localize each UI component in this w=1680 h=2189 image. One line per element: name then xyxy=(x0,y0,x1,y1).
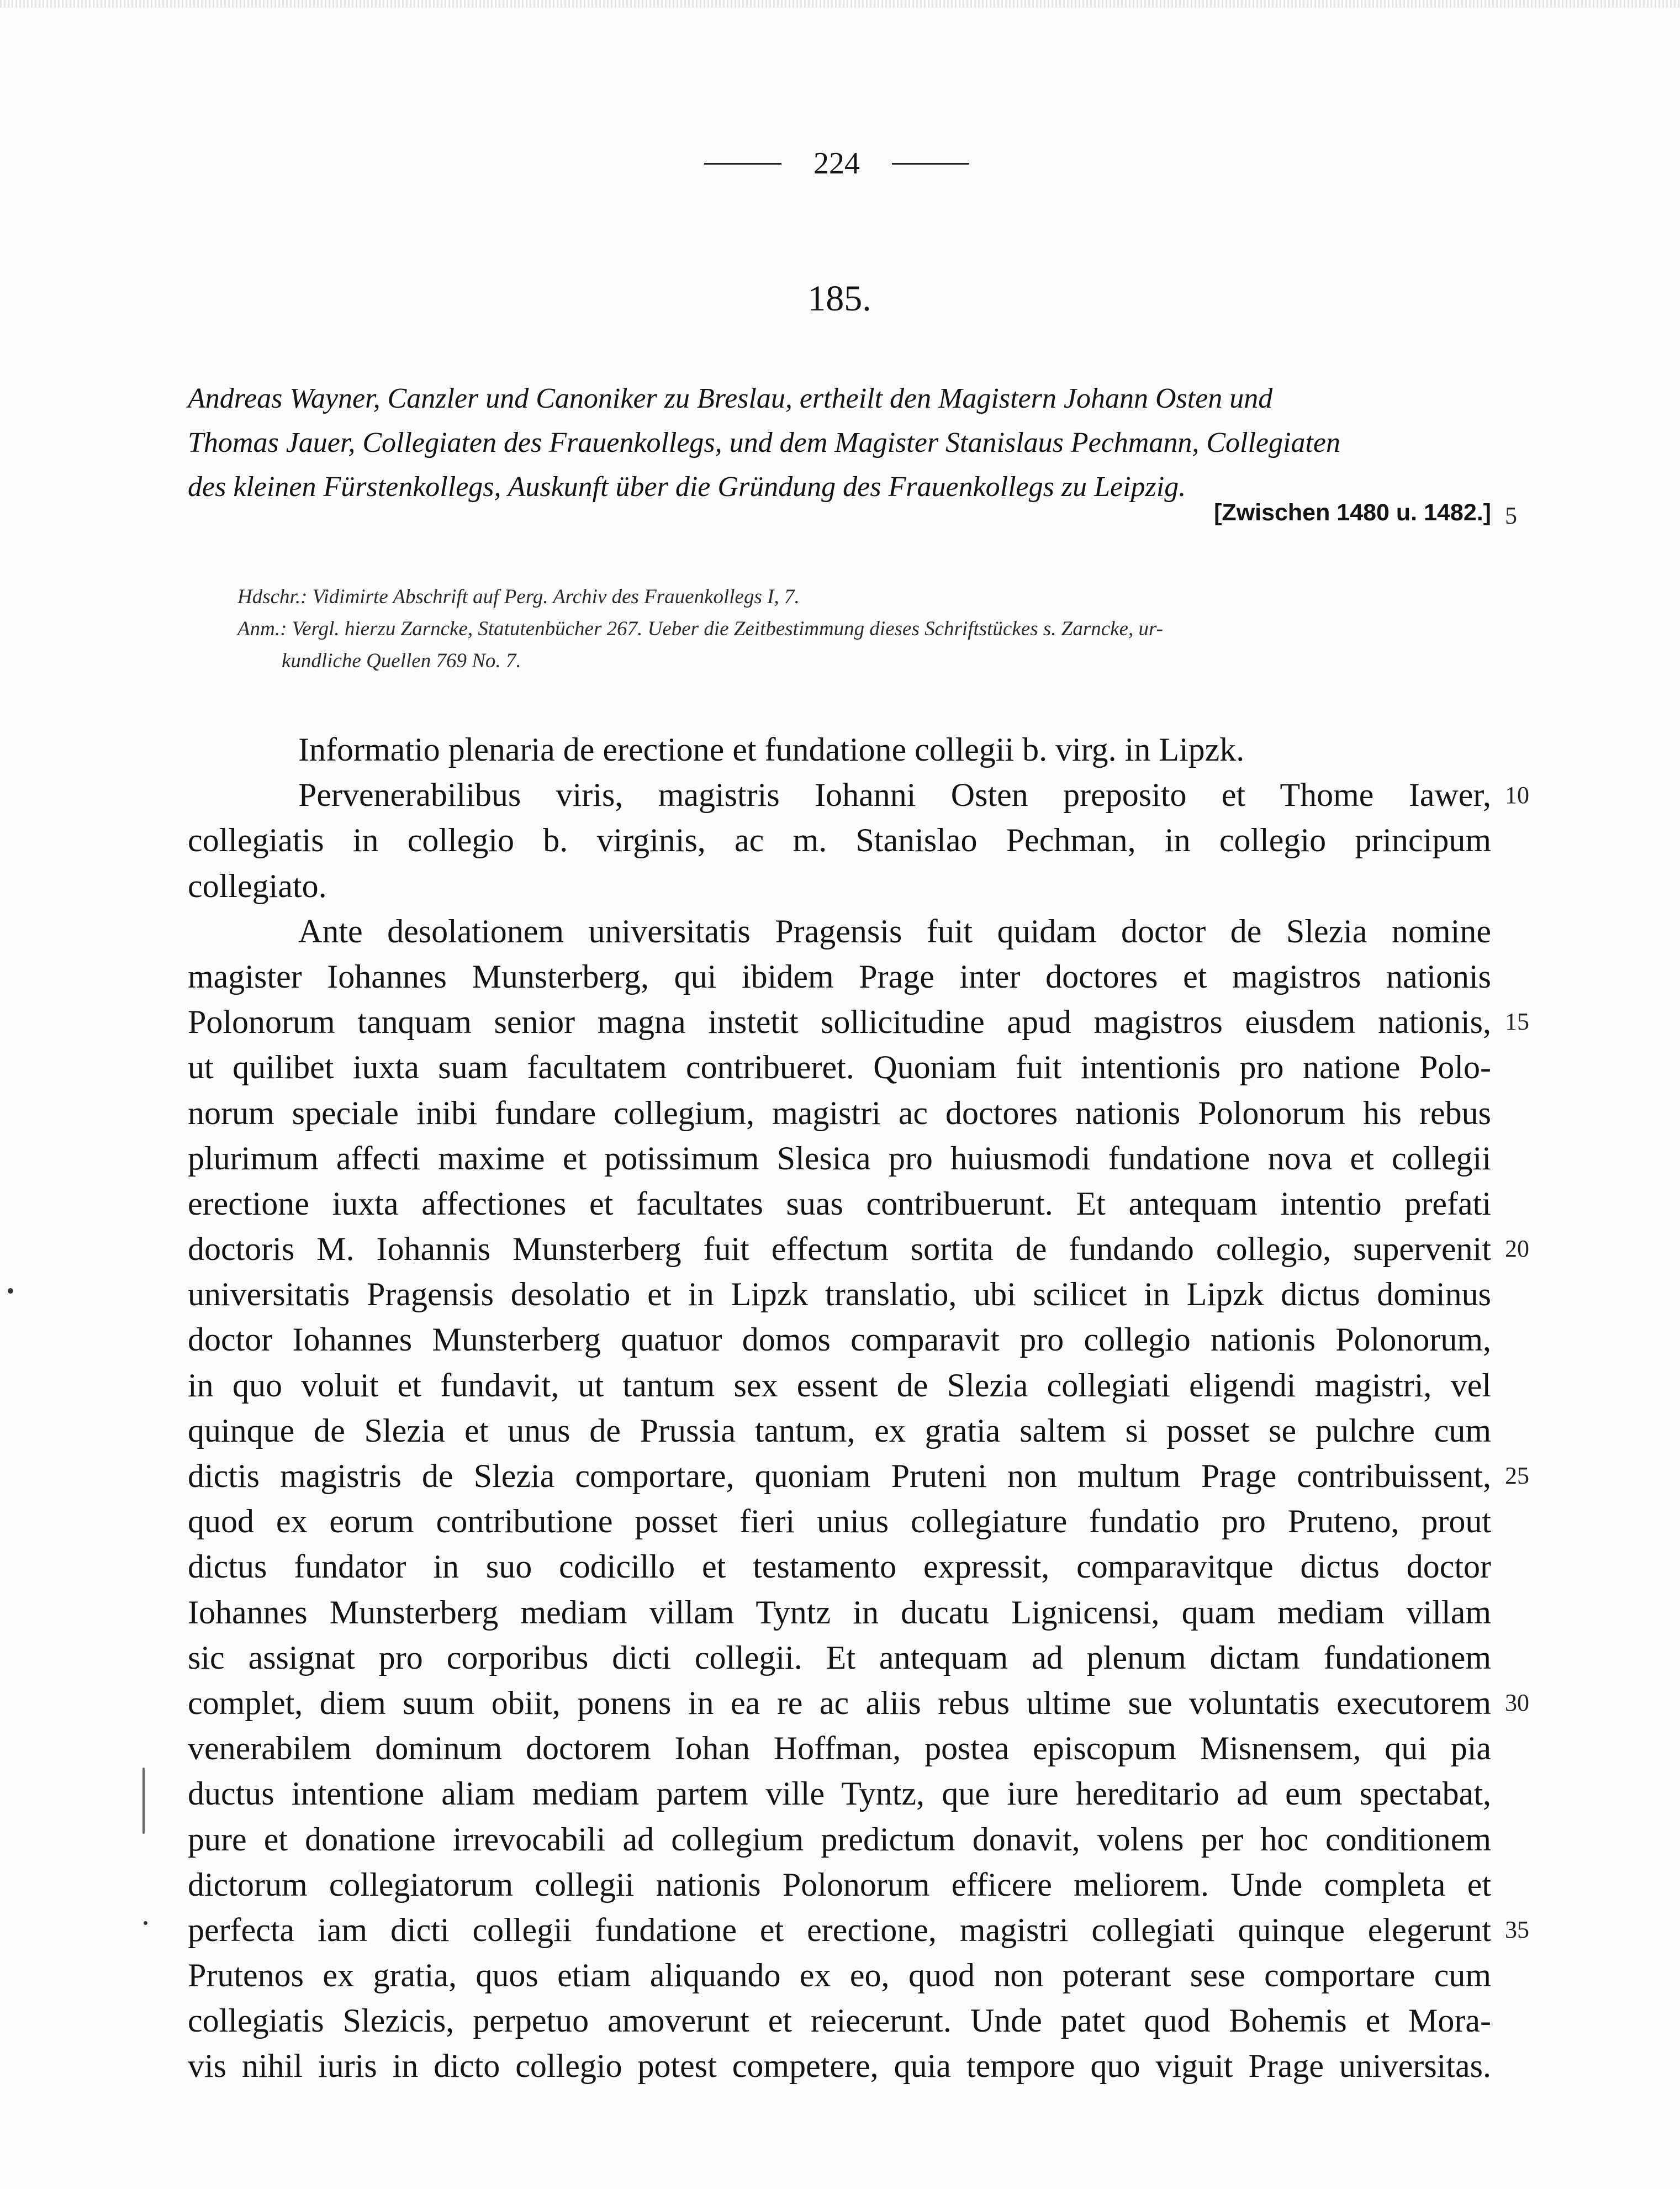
document-number: 185. xyxy=(807,278,871,319)
document-body xyxy=(188,727,1491,2089)
body-line: ductus intentione aliam mediam partem ville Tyntz, que iure hereditario ad eum spectabat, xyxy=(188,1775,1491,1812)
body-line: ut quilibet iuxta suam facultatem contribueret. Quoniam fuit intentionis pro natione Polo- xyxy=(188,1049,1491,1086)
body-line: venerabilem dominum doctorem Iohan Hoffman, postea episcopum Misnensem, qui pia xyxy=(188,1730,1491,1767)
body-line: pure et donatione irrevocabili ad collegium predictum donavit, volens per hoc conditionem xyxy=(188,1821,1491,1858)
body-line: doctoris M. Iohannis Munsterberg fuit effectum sortita de fundando collegio, supervenit xyxy=(188,1231,1491,1268)
page-header xyxy=(688,148,986,179)
scan-speck xyxy=(8,1288,13,1294)
note-annotation: Anm.: Vergl. hierzu Zarncke, Statutenbücher 267. Ueber die Zeitbestimmung dieses Schriftstückes s. Zarncke, ur- xyxy=(237,618,1163,640)
body-line: complet, diem suum obiit, ponens in ea re ac aliis rebus ultime sue voluntatis executorem xyxy=(188,1684,1491,1721)
line-number: 15 xyxy=(1505,1008,1529,1035)
line-number: 25 xyxy=(1505,1462,1529,1489)
body-line: in quo voluit et fundavit, ut tantum sex essent de Slezia collegiati eligendi magistri, vel xyxy=(188,1367,1491,1404)
body-line: sic assignat pro corporibus dicti collegii. Et antequam ad plenum dictam fundationem xyxy=(188,1639,1491,1676)
body-line: norum speciale inibi fundare collegium, magistri ac doctores nationis Polonorum his rebus xyxy=(188,1094,1491,1131)
scan-speck xyxy=(144,1921,147,1925)
body-line: Prutenos ex gratia, quos etiam aliquando ex eo, quod non poterant sese comportare cum xyxy=(188,1957,1491,1994)
heading-line: Andreas Wayner, Canzler und Canoniker zu Breslau, ertheilt den Magistern Johann Osten und xyxy=(188,383,1273,414)
body-line: perfecta iam dicti collegii fundatione et erectione, magistri collegiati quinque elegerunt xyxy=(188,1911,1491,1948)
body-line: dictus fundator in suo codicillo et testamento expressit, comparavitque dictus doctor xyxy=(188,1548,1491,1585)
line-number: 5 xyxy=(1505,502,1517,529)
body-line: collegiatis Slezicis, perpetuo amoverunt et reiecerunt. Unde patet quod Bohemis et Mora- xyxy=(188,2002,1491,2039)
body-line: Informatio plenaria de erectione et fundatione collegii b. virg. in Lipzk. xyxy=(298,731,1245,768)
line-number: 20 xyxy=(1505,1235,1529,1262)
body-line: dictis magistris de Slezia comportare, quoniam Pruteni non multum Prage contribuissent, xyxy=(188,1458,1491,1494)
body-line: erectione iuxta affectiones et facultates suas contribuerunt. Et antequam intentio prefati xyxy=(188,1185,1491,1222)
body-line: plurimum affecti maxime et potissimum Slesica pro huiusmodi fundatione nova et collegii xyxy=(188,1140,1491,1177)
body-line: universitatis Pragensis desolatio et in Lipzk translatio, ubi scilicet in Lipzk dictus dominus xyxy=(188,1276,1491,1313)
body-line: magister Iohannes Munsterberg, qui ibidem Prage inter doctores et magistros nationis xyxy=(188,958,1491,995)
body-line: collegiatis in collegio b. virginis, ac m. Stanislao Pechman, in collegio principum xyxy=(188,822,1491,859)
body-line: doctor Iohannes Munsterberg quatuor domos comparavit pro collegio nationis Polonorum, xyxy=(188,1321,1491,1358)
body-line: Ante desolationem universitatis Pragensis fuit quidam doctor de Slezia nomine xyxy=(298,912,1491,950)
body-line: quinque de Slezia et unus de Prussia tantum, ex gratia saltem si posset se pulchre cum xyxy=(188,1412,1491,1449)
scan-mark xyxy=(142,1768,145,1834)
body-line: dictorum collegiatorum collegii nationis Polonorum efficere meliorem. Unde completa et xyxy=(188,1866,1491,1903)
heading-line: Thomas Jauer, Collegiaten des Frauenkollegs, und dem Magister Stanislaus Pechmann, Collegiaten xyxy=(188,427,1340,458)
page-number: 224 xyxy=(813,146,860,181)
date-line: [Zwischen 1480 u. 1482.] xyxy=(1214,499,1491,526)
document-heading xyxy=(188,377,1491,509)
body-line: vis nihil iuris in dicto collegio potest competere, quia tempore quo viguit Prage universitas. xyxy=(188,2048,1491,2085)
body-line: Polonorum tanquam senior magna instetit sollicitudine apud magistros eiusdem nationis, xyxy=(188,1004,1491,1041)
source-notes xyxy=(237,581,1491,677)
line-number: 10 xyxy=(1505,782,1529,809)
body-line: collegiato. xyxy=(188,867,327,904)
line-number: 35 xyxy=(1505,1916,1529,1943)
body-line: quod ex eorum contributione posset fieri unius collegiature fundatio pro Pruteno, prout xyxy=(188,1503,1491,1540)
line-number: 30 xyxy=(1505,1689,1529,1716)
scan-edge-artifact xyxy=(0,0,1680,8)
heading-line: des kleinen Fürstenkollegs, Auskunft über die Gründung des Frauenkollegs zu Leipzig. xyxy=(188,471,1186,503)
header-rule-left xyxy=(704,163,781,165)
body-line: Pervenerabilibus viris, magistris Iohanni Osten preposito et Thome Iawer, xyxy=(298,777,1491,814)
body-line: Iohannes Munsterberg mediam villam Tyntz in ducatu Lignicensi, quam mediam villam xyxy=(188,1594,1491,1631)
header-rule-right xyxy=(892,163,969,165)
note-annotation-continued: kundliche Quellen 769 No. 7. xyxy=(282,650,521,672)
note-manuscript: Hdschr.: Vidimirte Abschrift auf Perg. Archiv des Frauenkollegs I, 7. xyxy=(237,586,800,608)
